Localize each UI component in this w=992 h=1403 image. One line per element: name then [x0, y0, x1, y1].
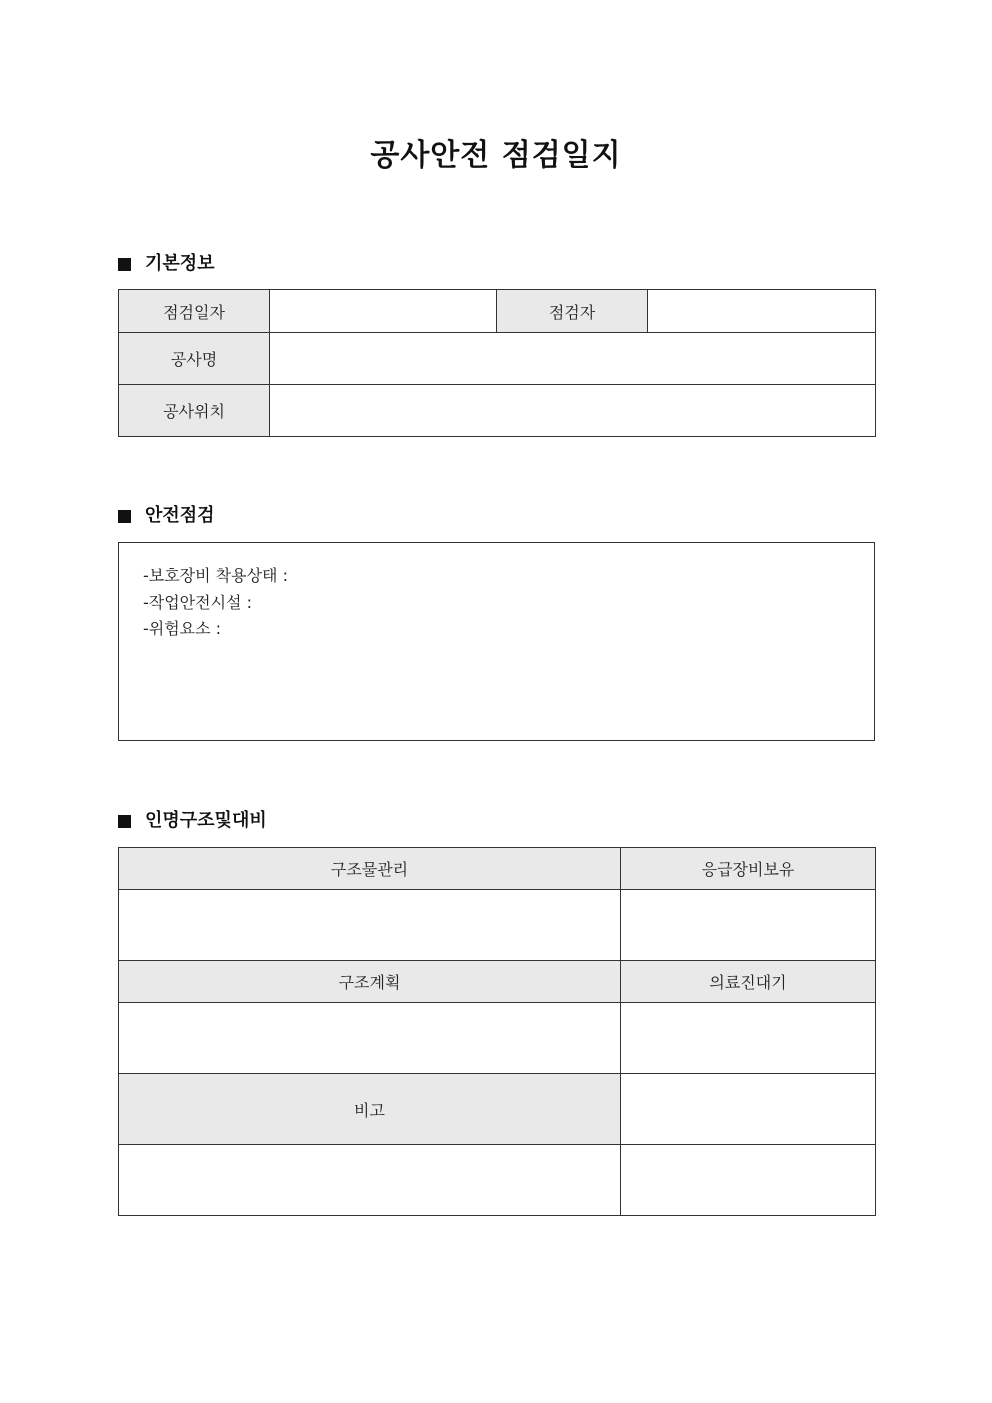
basic-info-table [118, 289, 876, 437]
remarks-extra-field[interactable] [621, 1145, 876, 1216]
square-bullet-icon [118, 510, 131, 523]
hazard-factor-line: -위험요소 : [143, 619, 222, 638]
table-row [119, 848, 876, 890]
rescue-plan-label: 구조계획 [119, 961, 621, 1003]
project-location-field[interactable] [270, 385, 876, 437]
section-heading-rescue [118, 809, 267, 833]
document-title: 공사안전 점검일지 [370, 138, 622, 173]
structure-management-field[interactable] [119, 890, 621, 961]
rescue-plan-field[interactable] [119, 1003, 621, 1074]
section-heading-safety-check [118, 504, 215, 528]
inspection-date-field[interactable] [270, 290, 497, 333]
protective-equipment-line: -보호장비 착용상태 : [143, 566, 288, 585]
medical-standby-field[interactable] [621, 1003, 876, 1074]
rescue-table [118, 847, 876, 1216]
square-bullet-icon [118, 258, 131, 271]
project-name-label: 공사명 [119, 333, 270, 385]
safety-check-lines [143, 563, 288, 643]
section-heading-label: 인명구조및대비 [145, 810, 267, 831]
project-name-field[interactable] [270, 333, 876, 385]
square-bullet-icon [118, 815, 131, 828]
table-row [119, 1145, 876, 1216]
table-row [119, 333, 876, 385]
table-row [119, 1074, 876, 1145]
table-row [119, 290, 876, 333]
inspection-date-label: 점검일자 [119, 290, 270, 333]
table-row [119, 961, 876, 1003]
safety-check-box[interactable] [118, 542, 875, 741]
section-heading-label: 안전점검 [145, 505, 215, 526]
structure-management-label: 구조물관리 [119, 848, 621, 890]
table-row [119, 890, 876, 961]
emergency-equipment-label: 응급장비보유 [621, 848, 876, 890]
section-heading-basic-info [118, 252, 215, 276]
remarks-side-field[interactable] [621, 1074, 876, 1145]
remarks-field[interactable] [119, 1145, 621, 1216]
section-heading-label: 기본정보 [145, 253, 215, 274]
work-safety-facility-line: -작업안전시설 : [143, 592, 252, 612]
emergency-equipment-field[interactable] [621, 890, 876, 961]
inspector-field[interactable] [648, 290, 876, 333]
project-location-label: 공사위치 [119, 385, 270, 437]
table-row [119, 1003, 876, 1074]
medical-standby-label: 의료진대기 [621, 961, 876, 1003]
table-row [119, 385, 876, 437]
remarks-label: 비고 [119, 1074, 621, 1145]
inspector-label: 점검자 [497, 290, 648, 333]
